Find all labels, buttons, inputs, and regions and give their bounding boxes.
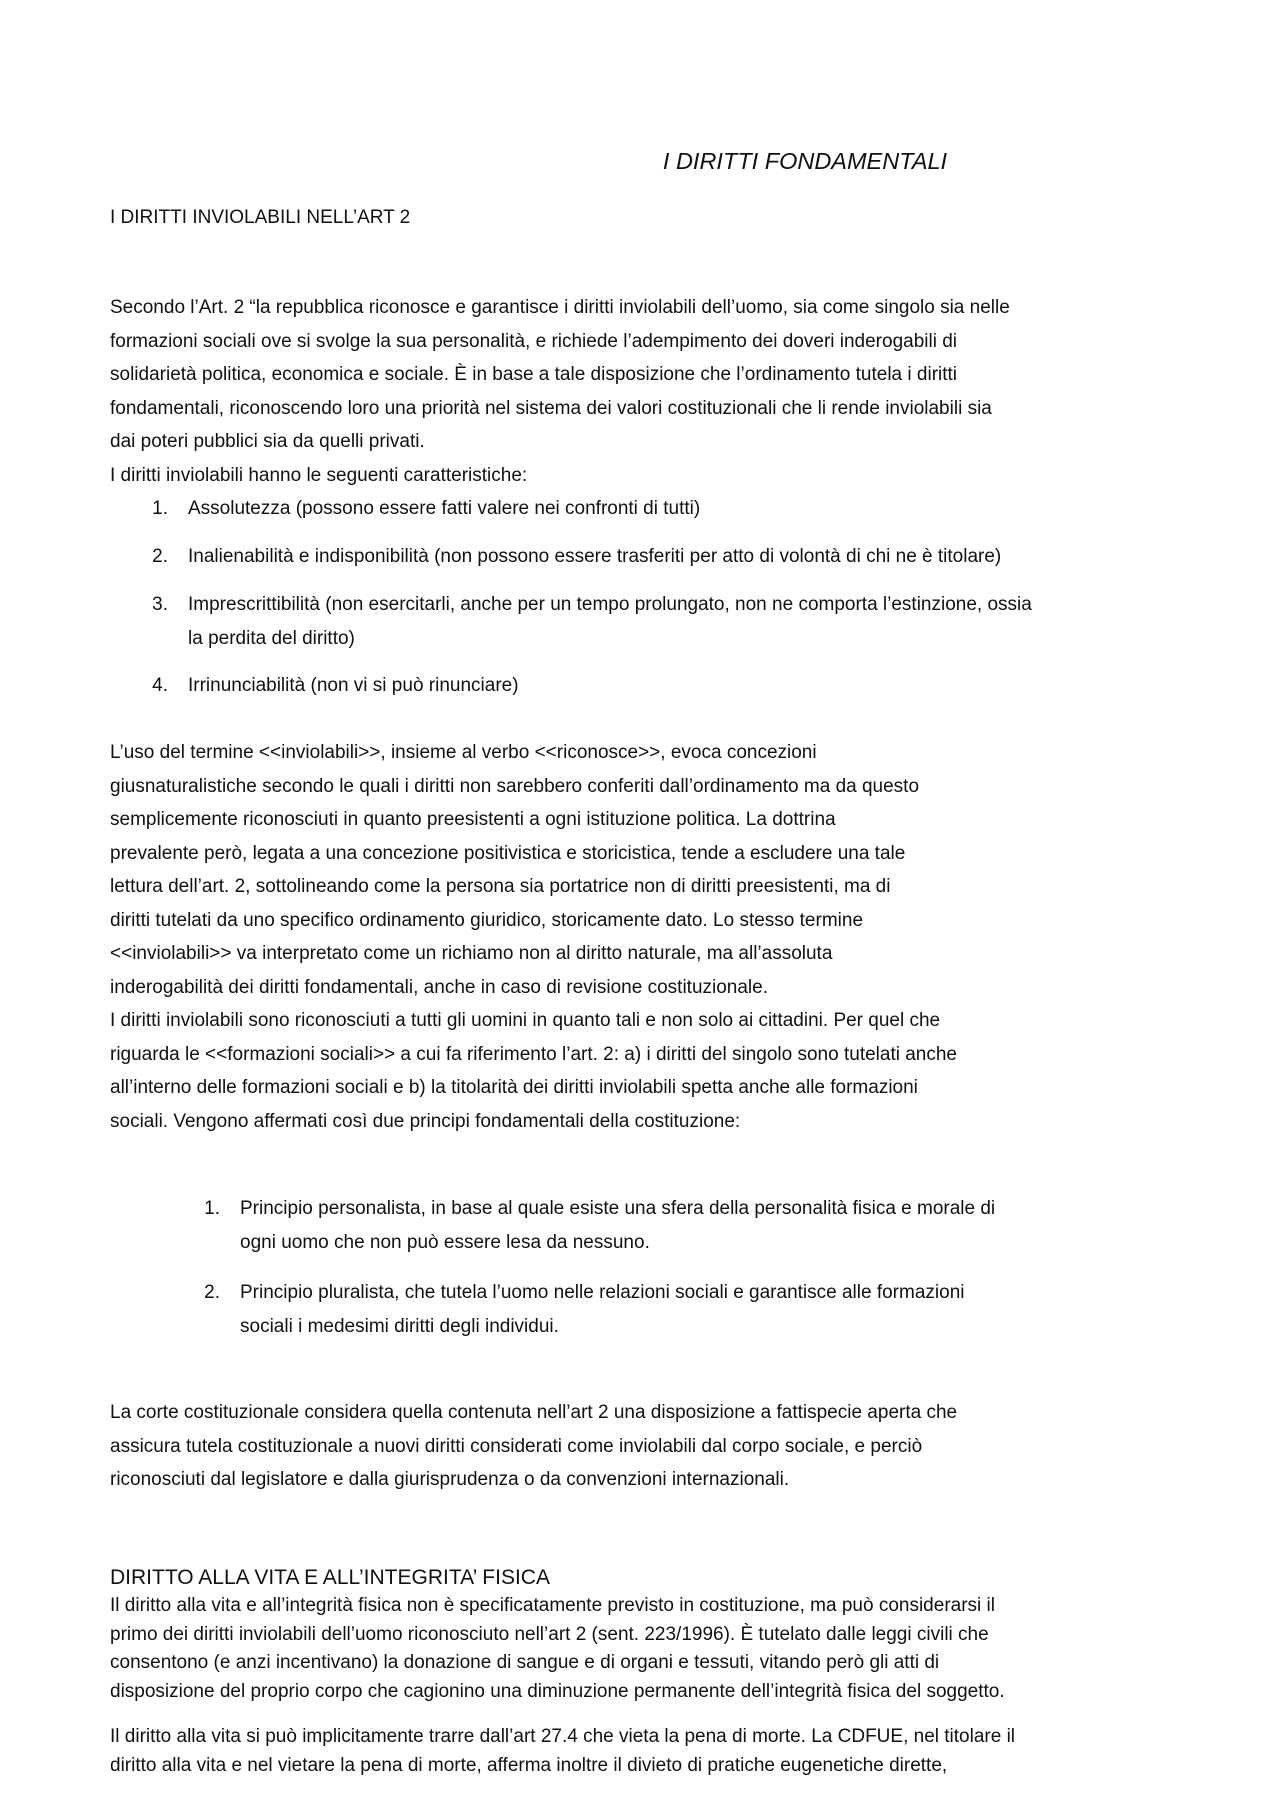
paragraph-line: Il diritto alla vita e all’integrità fisica non è specificatamente previsto in costituzione, ma può considerarsi il bbox=[110, 1595, 995, 1616]
list-item bbox=[0, 492, 1032, 540]
paragraph-corte-costituzionale bbox=[110, 1396, 957, 1497]
paragraph-line: riconosciuti dal legislatore e dalla giurisprudenza o da convenzioni internazionali. bbox=[110, 1469, 790, 1490]
paragraph-line: solidarietà politica, economica e sociale. È in base a tale disposizione che l’ordinamento tutela i diritti bbox=[110, 364, 958, 385]
paragraph-line: L’uso del termine <<inviolabili>>, insieme al verbo <<riconosce>>, evoca concezioni bbox=[110, 742, 817, 763]
paragraph-line: I diritti inviolabili sono riconosciuti a tutti gli uomini in quanto tali e non solo ai cittadini. Per quel che bbox=[110, 1010, 941, 1031]
paragraph-line: fondamentali, riconoscendo loro una priorità nel sistema dei valori costituzionali che li rende inviolabili sia bbox=[110, 397, 992, 419]
list-item-text: Imprescrittibilità (non esercitarli, anche per un tempo prolungato, non ne comporta l’estinzione, ossia bbox=[188, 594, 1032, 615]
paragraph-line: inderogabilità dei diritti fondamentali, anche in caso di revisione costituzionale. bbox=[110, 976, 768, 998]
list-item bbox=[0, 669, 1032, 703]
list-item-text: Principio pluralista, che tutela l’uomo nelle relazioni sociali e garantisce alle formazioni bbox=[240, 1282, 965, 1303]
paragraph-line: semplicemente riconosciuti in quanto preesistenti a ogni istituzione politica. La dottrina bbox=[110, 809, 836, 830]
list-item bbox=[0, 588, 1032, 669]
paragraph-line: diritti tutelati da uno specifico ordinamento giuridico, storicamente dato. Lo stesso termine bbox=[110, 909, 864, 931]
list-item-text: ogni uomo che non può essere lesa da nessuno. bbox=[240, 1231, 650, 1253]
section-heading-vita: DIRITTO ALLA VITA E ALL’INTEGRITA’ FISICA bbox=[110, 1566, 550, 1589]
principles-list bbox=[0, 1192, 995, 1343]
paragraph-line: Il diritto alla vita si può implicitamente trarre dall’art 27.4 che vieta la pena di morte. La CDFUE, nel titolare il bbox=[110, 1726, 1016, 1747]
paragraph-line: dai poteri pubblici sia da quelli privati. bbox=[110, 431, 425, 452]
document-title: I DIRITTI FONDAMENTALI bbox=[662, 148, 948, 174]
paragraph-pena-di-morte bbox=[110, 1723, 1015, 1780]
paragraph-line: giusnaturalistiche secondo le quali i diritti non sarebbero conferiti dall’ordinamento ma da questo bbox=[110, 775, 920, 797]
list-number: 2. bbox=[152, 546, 168, 567]
paragraph-line: disposizione del proprio corpo che cagionino una diminuzione permanente dell’integrità fisica del soggetto. bbox=[110, 1680, 1005, 1702]
list-item-text: Assolutezza (possono essere fatti valere nei confronti di tutti) bbox=[188, 498, 701, 519]
list-item bbox=[0, 1276, 995, 1343]
list-number: 1. bbox=[204, 1198, 220, 1219]
list-number: 1. bbox=[152, 498, 168, 519]
list-item-text: Irrinunciabilità (non vi si può rinunciare) bbox=[188, 675, 519, 696]
paragraph-line: I diritti inviolabili hanno le seguenti caratteristiche: bbox=[110, 464, 528, 486]
paragraph-line: riguarda le <<formazioni sociali>> a cui fa riferimento l’art. 2: a) i diritti del singolo sono tutelati anche bbox=[110, 1043, 957, 1065]
list-number: 4. bbox=[152, 675, 168, 696]
paragraph-line: prevalente però, legata a una concezione positivistica e storicistica, tende a escludere una tale bbox=[110, 842, 906, 864]
list-item-text: la perdita del diritto) bbox=[188, 627, 355, 649]
list-item-text: sociali i medesimi diritti degli individui. bbox=[240, 1315, 559, 1337]
list-item-text: Principio personalista, in base al quale esiste una sfera della personalità fisica e morale di bbox=[240, 1198, 996, 1219]
paragraph-line: <<inviolabili>> va interpretato come un richiamo non al diritto naturale, ma all’assoluta bbox=[110, 943, 833, 964]
list-item bbox=[0, 540, 1032, 588]
paragraph-line: formazioni sociali ove si svolge la sua personalità, e richiede l’adempimento dei doveri inderogabili di bbox=[110, 330, 958, 352]
paragraph-inviolabili bbox=[110, 736, 957, 1138]
paragraph-line: La corte costituzionale considera quella contenuta nell’art 2 una disposizione a fattispecie aperta che bbox=[110, 1402, 958, 1423]
paragraph-line: Secondo l’Art. 2 “la repubblica riconosce e garantisce i diritti inviolabili dell’uomo, sia come singolo sia nelle bbox=[110, 297, 1010, 318]
paragraph-line: lettura dell’art. 2, sottolineando come la persona sia portatrice non di diritti preesistenti, ma di bbox=[110, 876, 891, 897]
paragraph-diritto-vita bbox=[110, 1592, 1005, 1706]
characteristics-list bbox=[0, 492, 1032, 703]
paragraph-line: primo dei diritti inviolabili dell’uomo riconosciuto nell’art 2 (sent. 223/1996). È tutelato dalle leggi civili che bbox=[110, 1623, 989, 1645]
intro-paragraph bbox=[110, 291, 1010, 492]
paragraph-line: diritto alla vita e nel vietare la pena di morte, afferma inoltre il divieto di pratiche eugenetiche dirette, bbox=[110, 1754, 948, 1776]
paragraph-line: sociali. Vengono affermati così due principi fondamentali della costituzione: bbox=[110, 1110, 741, 1132]
list-item-text: Inalienabilità e indisponibilità (non possono essere trasferiti per atto di volontà di chi ne è titolare) bbox=[188, 546, 1002, 567]
section-heading-art2: I DIRITTI INVIOLABILI NELL’ART 2 bbox=[110, 207, 411, 228]
paragraph-line: consentono (e anzi incentivano) la donazione di sangue e di organi e tessuti, vitando però gli atti di bbox=[110, 1652, 940, 1673]
list-number: 3. bbox=[152, 594, 168, 615]
list-item bbox=[0, 1192, 995, 1276]
paragraph-line: all’interno delle formazioni sociali e b) la titolarità dei diritti inviolabili spetta anche alle formazioni bbox=[110, 1077, 918, 1098]
paragraph-line: assicura tutela costituzionale a nuovi diritti considerati come inviolabili dal corpo sociale, e perciò bbox=[110, 1435, 923, 1457]
list-number: 2. bbox=[204, 1282, 220, 1303]
